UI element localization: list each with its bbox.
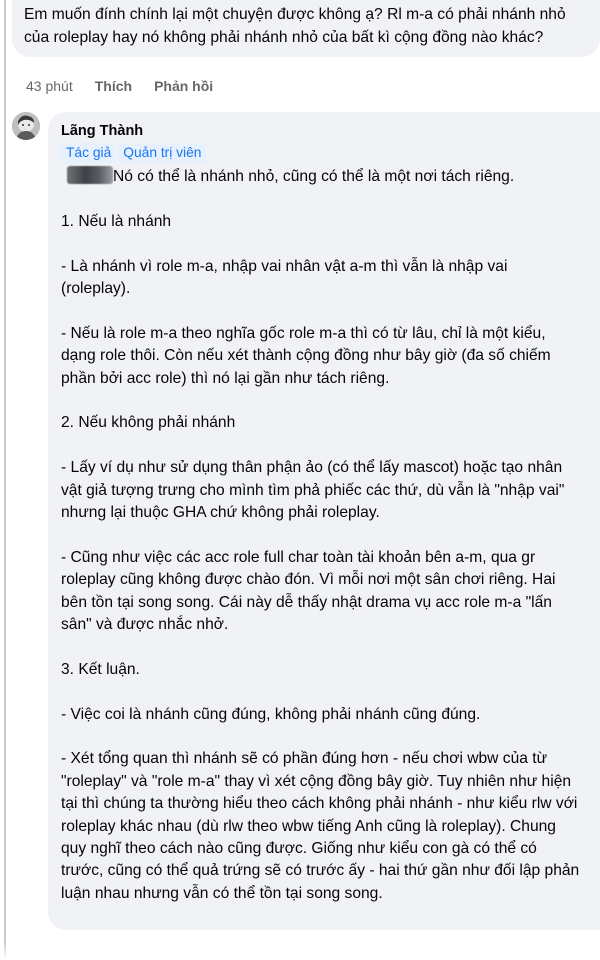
author-badge: Tác giả — [61, 143, 116, 163]
reply-paragraph: 1. Nếu là nhánh — [61, 212, 172, 230]
avatar[interactable] — [12, 112, 40, 140]
comment-timestamp[interactable]: 43 phút — [26, 78, 73, 94]
reply-button[interactable]: Phản hồi — [154, 78, 214, 94]
reply-paragraph: - Xét tổng quan thì nhánh sẽ có phần đúng hơn - nếu chơi wbw của từ "roleplay" và "role m-a" thay vì xét cộng đồng bây giờ. Tuy nhiên như hiện tại thì chúng ta thường hiểu theo cách không phải nhánh - như kiểu rlw với roleplay khác nhau (dù rlw theo wbw tiếng Anh cũng là roleplay). Chung quy nghĩ theo cách nào cũng được. Giống như kiểu con gà có thể có trước, cũng có thể quả trứng sẽ có trước ấy - hai thứ gần như đối lập phản luận nhau nhưng vẫn có thể tồn tại song song. — [61, 750, 580, 902]
like-button[interactable]: Thích — [94, 78, 133, 94]
admin-badge: Quản trị viên — [118, 143, 206, 163]
reply-paragraph: - Cũng như việc các acc role full char toàn tài khoản bên a-m, qua gr roleplay cũng không được chào đón. Vì mỗi nơi một sân chơi riêng. Hai bên tồn tại song song. Cái này dễ thấy nhật drama vụ acc role m-a "lấn sân" và được nhắc nhở. — [61, 548, 556, 634]
reply-paragraph: 2. Nếu không phải nhánh — [61, 414, 236, 432]
bottom-fade — [0, 942, 600, 960]
reply-paragraph: 3. Kết luận. — [61, 660, 140, 678]
author-name[interactable]: Lãng Thành — [61, 123, 144, 139]
parent-comment-actions — [26, 78, 213, 94]
parent-comment-text: Em muốn đính chính lại một chuyện được không ạ? Rl m-a có phải nhánh nhỏ của roleplay hay nó không phải nhánh nhỏ của bất kì cộng đồng nào khác? — [24, 6, 566, 46]
author-badges — [61, 143, 600, 163]
parent-comment-bubble — [12, 0, 600, 57]
reply-paragraph: - Lấy ví dụ như sử dụng thân phận ảo (có thể lấy mascot) hoặc tạo nhân vật giả tượng trưng cho mình tìm phả phiếc các thứ, dù vẫn là "nhập vai" nhưng lại thuộc GHA chứ không phải roleplay. — [61, 459, 565, 522]
reply-paragraph: - Nếu là role m-a theo nghĩa gốc role m-a thì có từ lâu, chỉ là một kiểu, dạng role thôi. Còn nếu xét thành cộng đồng như bây giờ (đa số chiếm phần bởi acc role) thì nó lại gần như tách riêng. — [61, 324, 551, 387]
thread-connector-line — [4, 0, 6, 960]
avatar-image-icon — [12, 112, 40, 140]
reply-paragraph: - Là nhánh vì role m-a, nhập vai nhân vật a-m thì vẫn là nhập vai (roleplay). — [61, 257, 508, 297]
reply-paragraph: - Việc coi là nhánh cũng đúng, không phải nhánh cũng đúng. — [61, 705, 481, 723]
reply-comment-text — [61, 166, 600, 905]
reply-comment-bubble — [48, 112, 600, 930]
reply-paragraph: Nó có thể là nhánh nhỏ, cũng có thể là một nơi tách riêng. — [61, 166, 580, 188]
redacted-mention — [67, 166, 113, 184]
